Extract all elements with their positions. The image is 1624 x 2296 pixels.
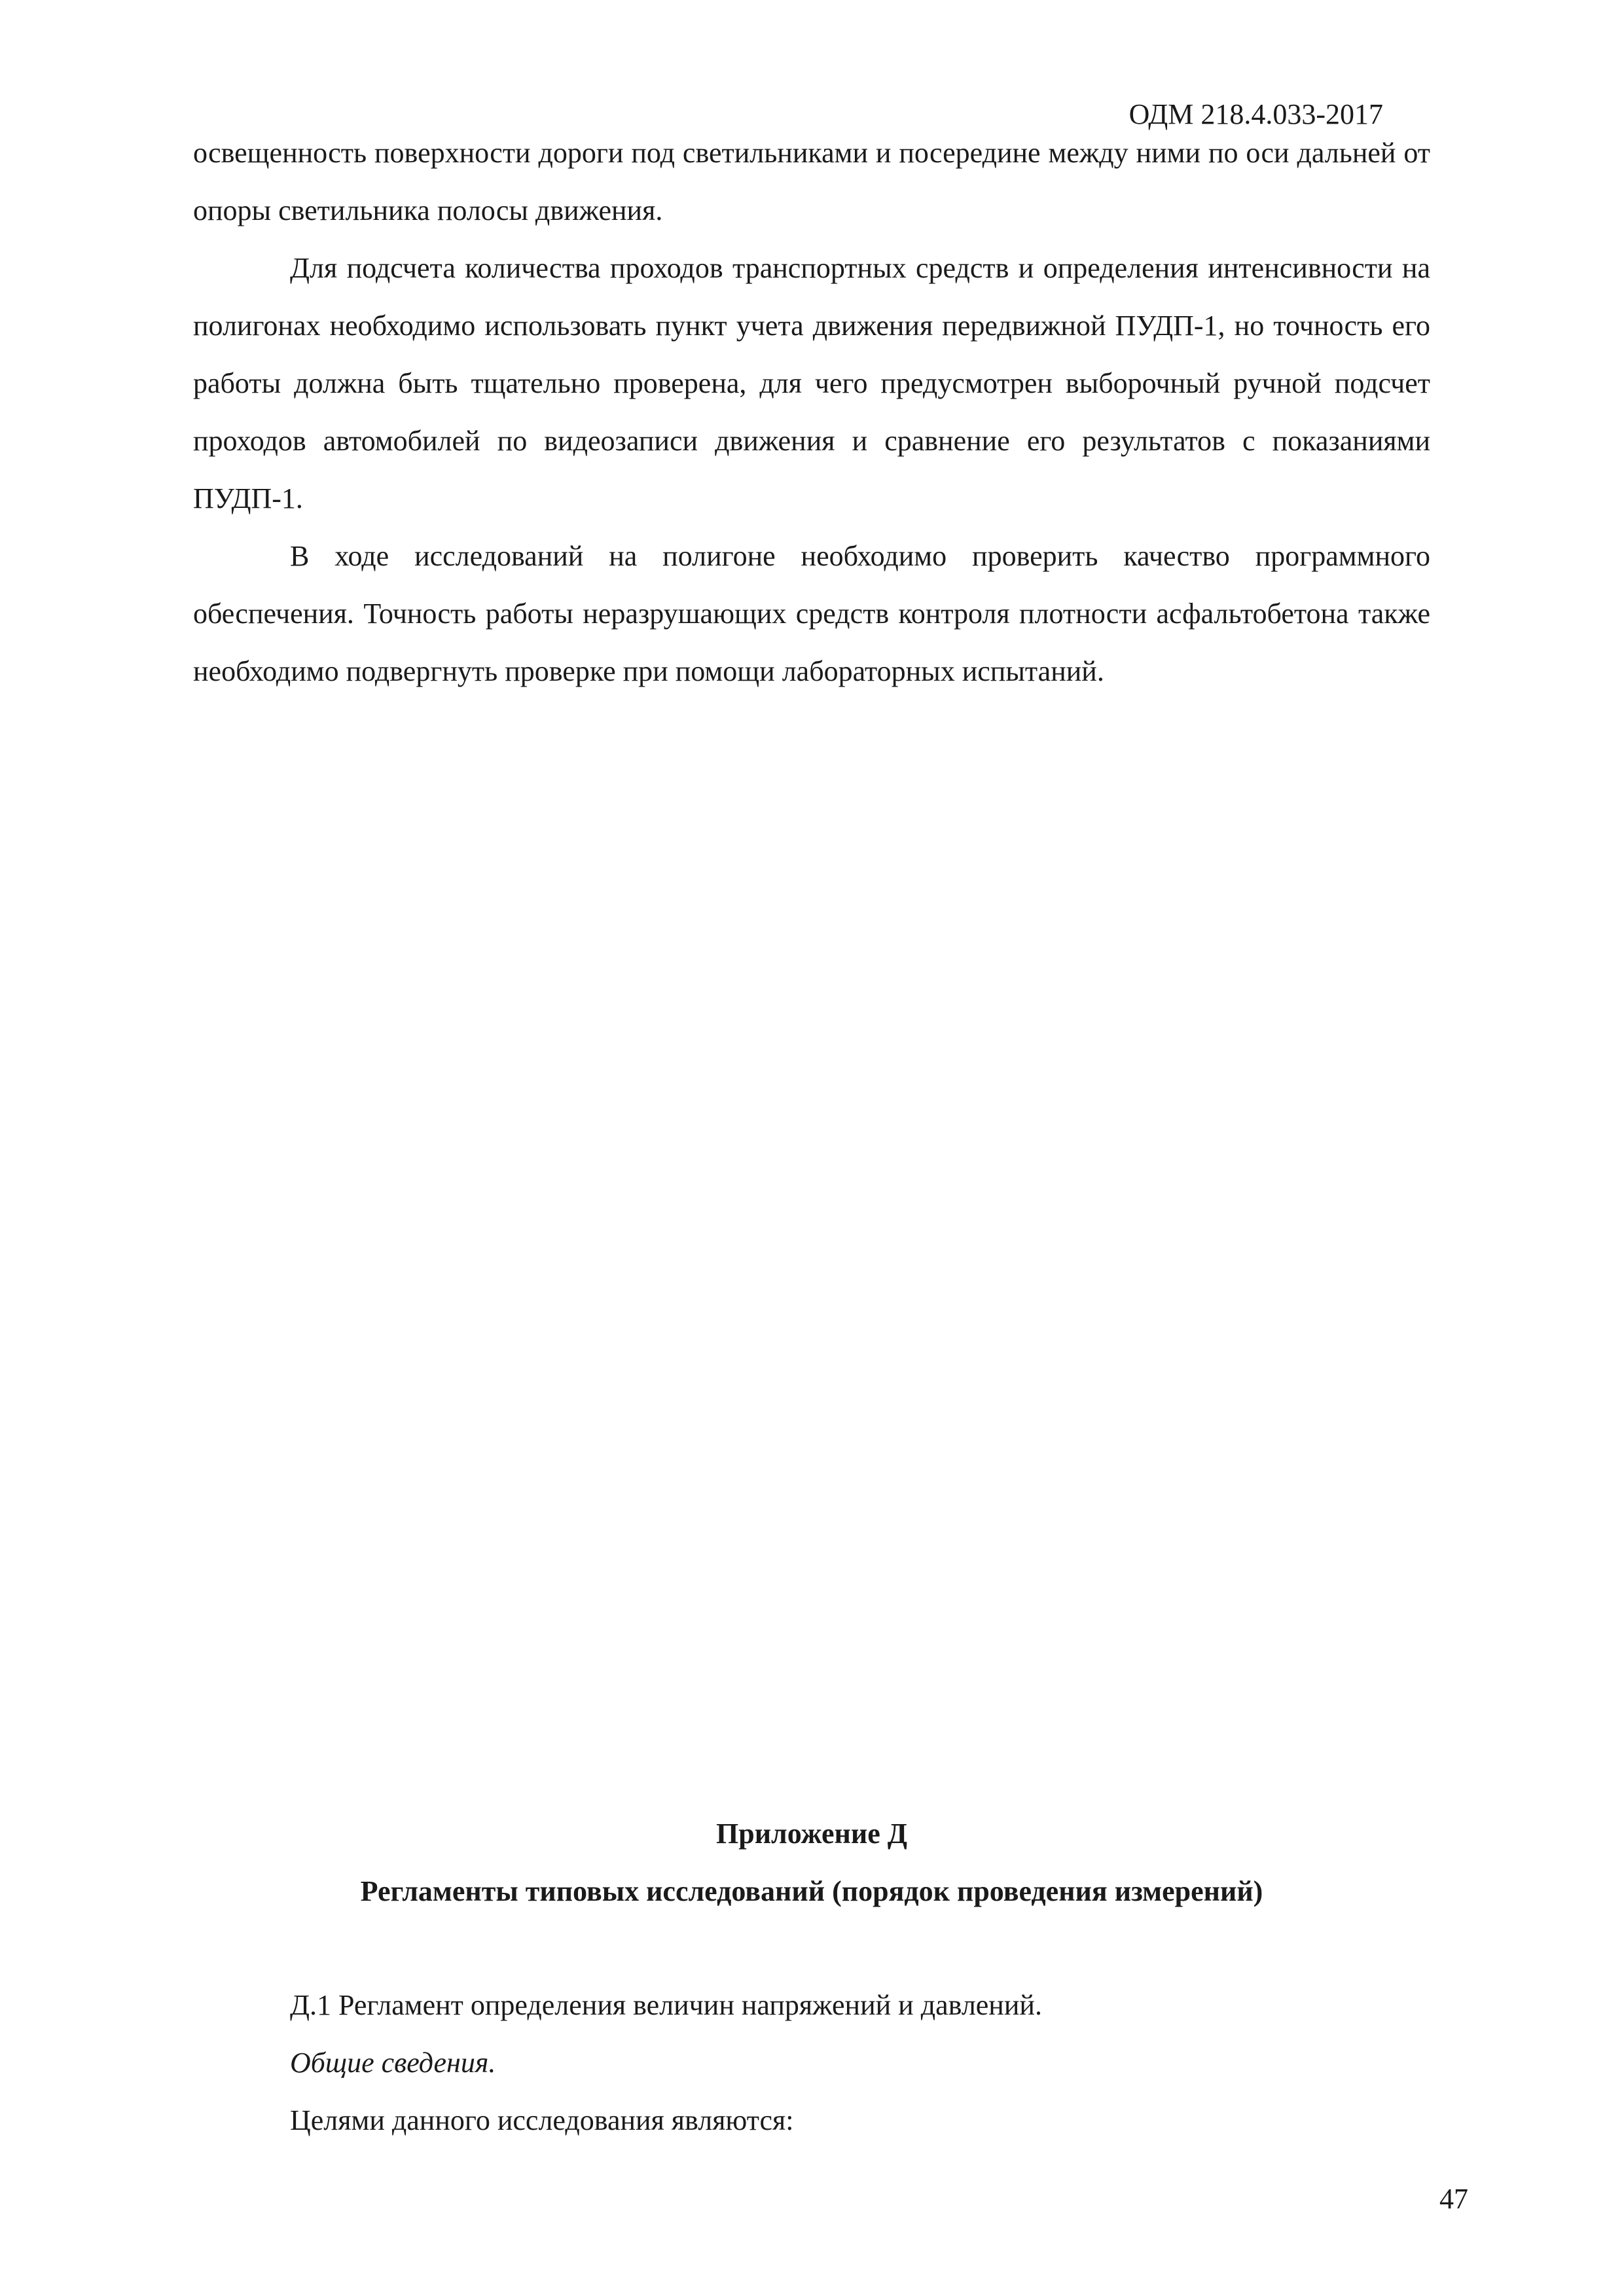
- goals-intro: Целями данного исследования являются:: [290, 2104, 794, 2136]
- page-number: 47: [1439, 2183, 1468, 2215]
- section-heading: Д.1 Регламент определения величин напряжений и давлений.: [290, 1989, 1042, 2021]
- paragraph-traffic-counting: Для подсчета количества проходов транспортных средств и определения интенсивности на полигонах необходимо использовать пункт учета движения передвижной ПУДП-1, но точность его работы должна быть тщательно проверена, для чего предусмотрен выборочный ручной подсчет проходов автомобилей по видеозаписи движения и сравнение его результатов с показаниями ПУДП-1.: [193, 252, 1430, 514]
- appendix-title: Приложение Д: [716, 1818, 907, 1850]
- appendix-subtitle: Регламенты типовых исследований (порядок проведения измерений): [360, 1875, 1263, 1907]
- general-info-heading: Общие сведения.: [290, 2047, 496, 2079]
- document-code: ОДМ 218.4.033-2017: [1128, 98, 1383, 130]
- paragraph-polygon-research: В ходе исследований на полигоне необходимо проверить качество программного обеспечения. Точность работы неразрушающих средств контроля плотности асфальтобетона также необходимо подвергнуть проверке при помощи лабораторных испытаний.: [193, 540, 1430, 687]
- paragraph-continuation: освещенность поверхности дороги под светильниками и посередине между ними по оси дальней от опоры светильника полосы движения.: [193, 137, 1430, 226]
